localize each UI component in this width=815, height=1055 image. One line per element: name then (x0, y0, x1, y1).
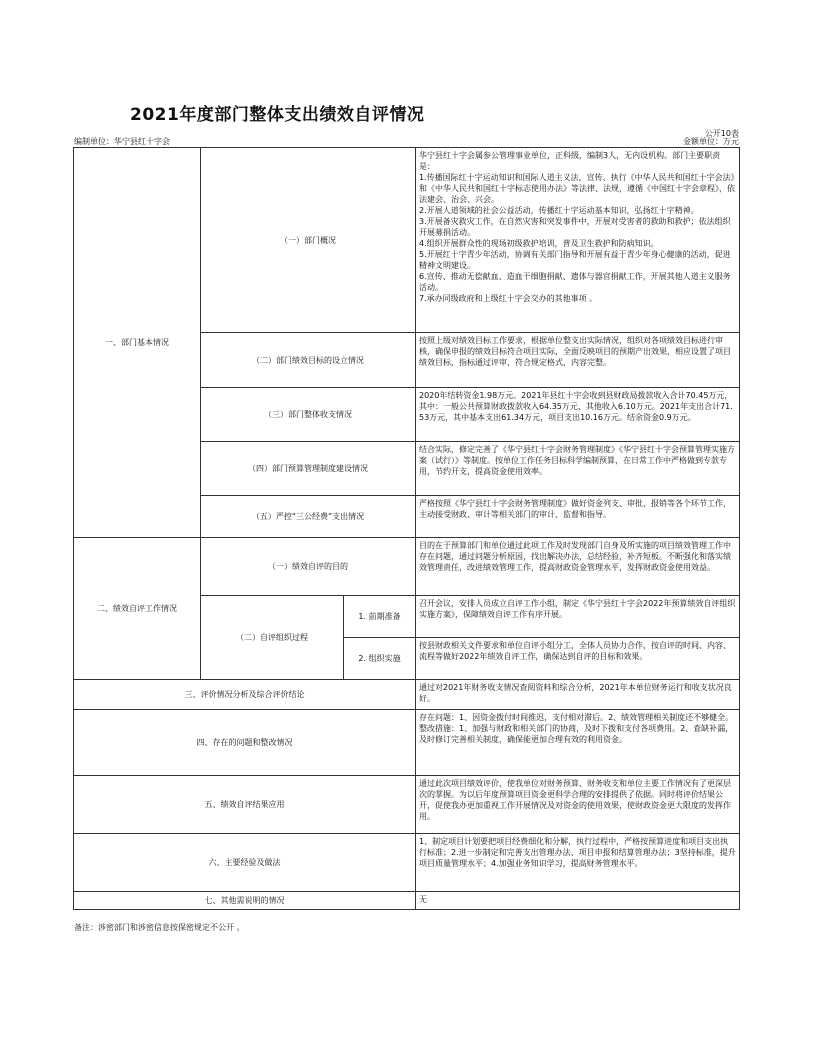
row-label: （三）部门整体收支情况 (201, 388, 416, 442)
table-row (74, 710, 740, 776)
table-row (74, 538, 740, 596)
table-row (74, 680, 740, 710)
row-label: （四）部门预算管理制度建设情况 (201, 442, 416, 496)
section-label: 七、其他需说明的情况 (74, 892, 416, 910)
row-label: （一）部门概况 (201, 148, 416, 333)
row-content: 通过对2021年财务收支情况查阅资料和综合分析，2021年本单位财务运行和收支状况良好。 (416, 680, 740, 710)
content-line: 6.宣传、推动无偿献血、造血干细胞捐献、遗体与器官捐献工作，开展其他人道主义服务活动。 (419, 272, 731, 292)
row-content: 无 (416, 892, 740, 910)
content-line: 7.承办同级政府和上级红十字会交办的其他事项 。 (419, 294, 598, 303)
content-line: 存在问题：1、因资金拨付时间推迟，支付相对滞后。2、绩效管理相关制度还不够健全。 (419, 713, 734, 722)
table-row (74, 892, 740, 910)
row-content: 通过此次项目绩效评价，使我单位对财务预算、财务收支和单位主要工作情况有了更深层次的掌握。为以后年度预算项目资金更科学合理的安排提供了依据。同时将评价结果公开，促使我办更加重视工作开展情况及对资金的使用效果，使财政资金更大限度的发挥作用。 (416, 776, 740, 834)
table-row (74, 776, 740, 834)
section-label: 一、部门基本情况 (74, 148, 201, 538)
table-row (74, 148, 740, 333)
evaluation-table (73, 147, 740, 910)
section-label: 六、主要经验及做法 (74, 834, 416, 892)
content-line: 1.传播国际红十字运动知识和国际人道主义法，宣传、执行《中华人民共和国红十字会法》和《中华人民共和国红十字标志使用办法》等法律、法规，遵循《中国红十字会章程》，依法建会、治会、兴会。 (419, 173, 735, 204)
content-line: 2.开展人道领域的社会公益活动，传播红十字运动基本知识，弘扬红十字精神。 (419, 206, 699, 215)
row-content: 按照上级对绩效目标工作要求，根据单位整支出实际情况，组织对各项绩效目标进行审核，确保申报的绩效目标符合项目实际，全面反映项目的预期产出效果，相应设置了项目绩效目标，指标通过评审，符合规定格式，内容完整。 (416, 333, 740, 388)
page-title: 2021年度部门整体支出绩效自评情况 (130, 105, 425, 125)
section-label: 三、评价情况分析及综合评价结论 (74, 680, 416, 710)
sub-label: 2. 组织实施 (344, 638, 416, 680)
row-label: （一）绩效自评的目的 (201, 538, 416, 596)
compiler-label: 编制单位：华宁县红十字会 (74, 137, 170, 146)
content-line: 3.开展备灾救灾工作，在自然灾害和突发事件中，开展对受害者的救助和救护；依法组织开展募捐活动。 (419, 217, 731, 237)
form-number: 公开10表 (704, 129, 739, 138)
row-content: 严格按照《华宁县红十字会财务管理制度》做好资金列支、审批、报销等各个环节工作，主动接受财政、审计等相关部门的审计、监督和指导。 (416, 496, 740, 538)
row-content: 2020年结转资金1.98万元。2021年县红十字会收到县财政局拨款收入合计70.45万元，其中：一般公共预算财政拨款收入64.35万元，其他收入6.10万元。2021年支出合计71.53万元，其中基本支出61.34万元，项目支出10.16万元。结余资金0.9万元。 (416, 388, 740, 442)
row-content: 目的在于预算部门和单位通过此项工作及时发现部门自身及所实施的项目绩效管理工作中存在问题，通过问题分析原因，找出解决办法，总结经验，补齐短板。不断强化和落实绩效管理责任，改进绩效管理工作，提高财政资金管理水平，发挥财政资金使用效益。 (416, 538, 740, 596)
row-label: （二）自评组织过程 (201, 596, 344, 680)
row-content (416, 710, 740, 776)
sub-label: 1. 前期准备 (344, 596, 416, 638)
unit-label: 金额单位：万元 (683, 137, 739, 146)
row-content: 召开会议，安排人员成立自评工作小组，制定《华宁县红十字会2022年预算绩效自评组织实施方案》，保障绩效自评工作有序开展。 (416, 596, 740, 638)
meta-row (74, 136, 739, 146)
table-row (74, 834, 740, 892)
content-line: 5.开展红十字青少年活动，协调有关部门指导和开展有益于青少年身心健康的活动，促进精神文明建设。 (419, 250, 731, 270)
row-content: 结合实际，修定完善了《华宁县红十字会财务管理制度》《华宁县红十字会预算管理实施方案（试行）》等制度。按单位工作任务目标科学编制预算，在日常工作中严格做到专款专用，节约开支，提高资金使用效率。 (416, 442, 740, 496)
row-label: （五）严控“三公经费”支出情况 (201, 496, 416, 538)
row-content (416, 148, 740, 333)
content-line: 整改措施：1、加强与财政和相关部门的协商，及时下拨和支付各项费用。2、查缺补漏，及时修订完善相关制度，确保能更加合理有效的利用资金。 (419, 724, 734, 744)
row-content: 按县财政相关文件要求和单位自评小组分工，全体人员协力合作，按自评的时间、内容、流程等做好2022年绩效自评工作，确保达到自评的目标和效果。 (416, 638, 740, 680)
row-content: 1、制定项目计划要把项目经费细化和分解，执行过程中，严格按预算进度和项目支出执行标准；2.进一步制定和完善支出管理办法、项目申报和结算管理办法；3坚持标准，提升项目质量管理水平；4.加强业务知识学习，提高财务管理水平。 (416, 834, 740, 892)
content-line: 华宁县红十字会属参公管理事业单位，正科级，编制3人，无内设机构。部门主要职责是： (419, 151, 721, 171)
row-label: （二）部门绩效目标的设立情况 (201, 333, 416, 388)
section-label: 二、绩效自评工作情况 (74, 538, 201, 680)
section-label: 五、绩效自评结果应用 (74, 776, 416, 834)
section-label: 四、存在的问题和整改情况 (74, 710, 416, 776)
content-line: 4.组织开展群众性的现场初级救护培训，普及卫生救护和防病知识。 (419, 239, 659, 248)
footnote: 备注：涉密部门和涉密信息按保密规定不公开 。 (74, 923, 245, 932)
